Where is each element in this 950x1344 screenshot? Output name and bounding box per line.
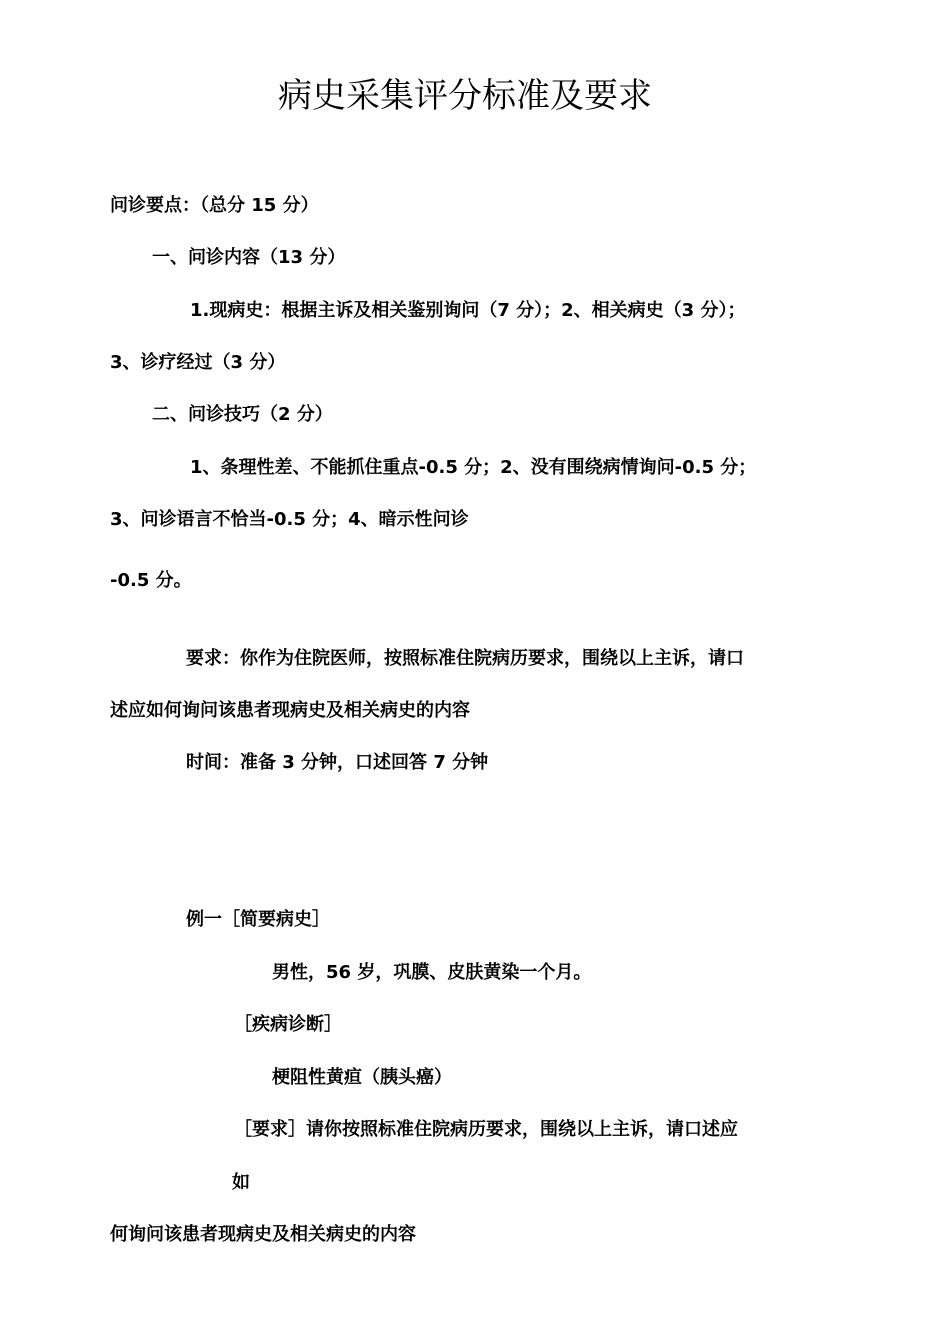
section-interview-skills: 二、问诊技巧（2 分）: [152, 404, 333, 425]
example-1-heading: 例一［简要病史］: [186, 909, 330, 930]
example-1-requirement-cont: 如: [232, 1172, 250, 1193]
interview-points-heading: 问诊要点：（总分 15 分）: [110, 195, 319, 216]
skills-item-3-4: 3、问诊语言不恰当-0.5 分；4、暗示性问诊: [110, 509, 469, 530]
skills-item-4-score: -0.5 分。: [110, 570, 192, 591]
requirement-text: 要求：你作为住院医师，按照标准住院病历要求，围绕以上主诉，请口: [186, 648, 744, 669]
section-interview-content: 一、问诊内容（13 分）: [152, 247, 346, 268]
content-item-3: 3、诊疗经过（3 分）: [110, 352, 286, 373]
example-1-diagnosis-heading: ［疾病诊断］: [234, 1014, 342, 1035]
example-1-requirement: ［要求］请你按照标准住院病历要求，围绕以上主诉，请口述应: [234, 1119, 738, 1140]
content-item-1-2: 1.现病史：根据主诉及相关鉴别询问（7 分）；2、相关病史（3 分）；: [190, 300, 746, 321]
requirement-text-cont: 述应如何询问该患者现病史及相关病史的内容: [110, 700, 470, 721]
skills-item-1-2: 1、条理性差、不能抓住重点-0.5 分；2、没有围绕病情询问-0.5 分；: [190, 457, 757, 478]
time-text: 时间：准备 3 分钟，口述回答 7 分钟: [186, 752, 489, 773]
example-1-requirement-end: 何询问该患者现病史及相关病史的内容: [110, 1224, 416, 1245]
example-1-diagnosis: 梗阻性黄疸（胰头癌）: [272, 1067, 452, 1088]
example-1-history: 男性，56 岁，巩膜、皮肤黄染一个月。: [272, 962, 592, 983]
document-title: 病史采集评分标准及要求: [278, 76, 652, 116]
